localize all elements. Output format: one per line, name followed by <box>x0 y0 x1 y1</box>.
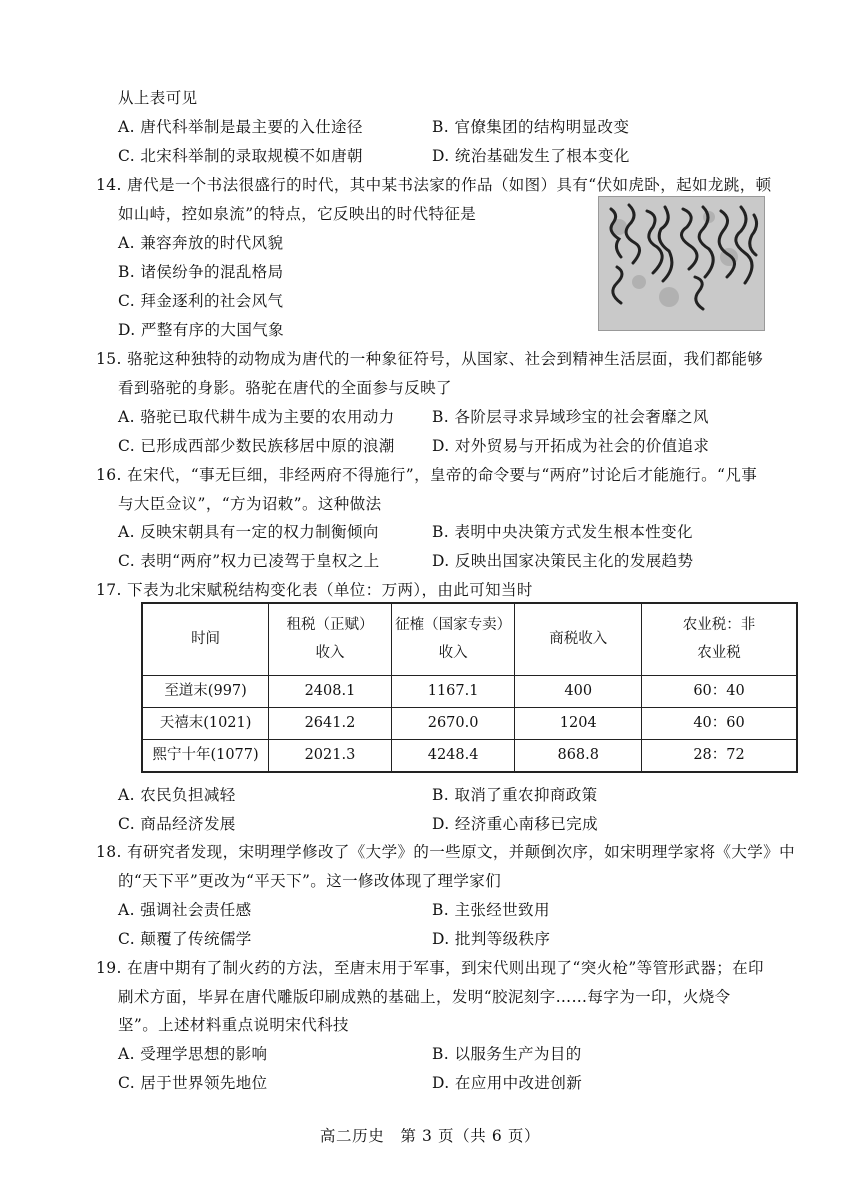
table-cell: 天禧末(1021) <box>142 707 269 739</box>
q18-option-d: D. 批判等级秩序 <box>432 930 551 948</box>
q18-stem-line2: 的“天下平”更改为“平天下”。这一修改体现了理学家们 <box>118 872 502 890</box>
table-cell: 4248.4 <box>391 739 515 772</box>
q14-option-a: A. 兼容奔放的时代风貌 <box>118 234 284 252</box>
q16-stem-line2: 与大臣佥议”，“方为诏敕”。这种做法 <box>118 495 382 513</box>
q15-option-c: C. 已形成西部少数民族移居中原的浪潮 <box>118 437 395 455</box>
table-cell: 28：72 <box>642 739 797 772</box>
q16-option-d: D. 反映出国家决策民主化的发展趋势 <box>432 552 694 570</box>
table-header-row <box>142 603 797 675</box>
table-cell: 60：40 <box>642 675 797 707</box>
q19-option-a: A. 受理学思想的影响 <box>118 1045 268 1063</box>
q14-option-c: C. 拜金逐利的社会风气 <box>118 292 284 310</box>
page-footer: 高二历史 第 3 页（共 6 页） <box>319 1127 541 1145</box>
q16-stem-line1: 16. 在宋代，“事无巨细，非经两府不得施行”，皇帝的命令要与“两府”讨论后才能施行。“凡事 <box>96 466 758 484</box>
table-cell: 868.8 <box>515 739 642 772</box>
q16-option-a: A. 反映宋朝具有一定的权力制衡倾向 <box>118 523 379 541</box>
q18-stem-line1: 18. 有研究者发现，宋明理学修改了《大学》的一些原文，并颠倒次序，如宋明理学家将《大学》中 <box>96 843 795 861</box>
q19-option-d: D. 在应用中改进创新 <box>432 1074 583 1092</box>
header-rent-tax: 租税（正赋） 收入 <box>269 603 392 675</box>
table-cell: 至道末(997) <box>142 675 269 707</box>
q15-option-b: B. 各阶层寻求异域珍宝的社会奢靡之风 <box>432 408 709 426</box>
table-cell: 2021.3 <box>269 739 392 772</box>
table-cell: 1204 <box>515 707 642 739</box>
header-commerce-tax: 商税收入 <box>515 603 642 675</box>
q17-option-d: D. 经济重心南移已完成 <box>432 815 599 833</box>
q19-stem-line3: 坚”。上述材料重点说明宋代科技 <box>118 1016 349 1034</box>
q18-option-c: C. 颠覆了传统儒学 <box>118 930 252 948</box>
header-time: 时间 <box>142 603 269 675</box>
q17-option-a: A. 农民负担减轻 <box>118 786 236 804</box>
q17-stem: 17. 下表为北宋赋税结构变化表（单位：万两），由此可知当时 <box>96 581 533 599</box>
q14-option-d: D. 严整有序的大国气象 <box>118 321 285 339</box>
table-row <box>142 675 797 707</box>
q13-option-d: D. 统治基础发生了根本变化 <box>432 147 630 165</box>
q13-lead: 从上表可见 <box>118 89 198 107</box>
table-cell: 2641.2 <box>269 707 392 739</box>
q17-option-b: B. 取消了重农抑商政策 <box>432 786 598 804</box>
q14-option-b: B. 诸侯纷争的混乱格局 <box>118 263 284 281</box>
table-cell: 熙宁十年(1077) <box>142 739 269 772</box>
tax-structure-table <box>141 602 798 773</box>
q15-option-a: A. 骆驼已取代耕牛成为主要的农用动力 <box>118 408 395 426</box>
q13-option-b: B. 官僚集团的结构明显改变 <box>432 118 630 136</box>
q16-option-b: B. 表明中央决策方式发生根本性变化 <box>432 523 693 541</box>
table-cell: 400 <box>515 675 642 707</box>
q17-option-c: C. 商品经济发展 <box>118 815 236 833</box>
q19-stem-line1: 19. 在唐中期有了制火药的方法，至唐末用于军事，到宋代则出现了“突火枪”等管形武器；在印 <box>96 959 764 977</box>
q19-option-b: B. 以服务生产为目的 <box>432 1045 582 1063</box>
q13-option-c: C. 北宋科举制的录取规模不如唐朝 <box>118 147 363 165</box>
table-cell: 2408.1 <box>269 675 392 707</box>
q18-option-b: B. 主张经世致用 <box>432 901 550 919</box>
q19-option-c: C. 居于世界领先地位 <box>118 1074 268 1092</box>
q16-option-c: C. 表明“两府”权力已凌驾于皇权之上 <box>118 552 380 570</box>
q15-stem-line1: 15. 骆驼这种独特的动物成为唐代的一种象征符号，从国家、社会到精神生活层面，我们都能够 <box>96 350 764 368</box>
q18-option-a: A. 强调社会责任感 <box>118 901 252 919</box>
table-cell: 2670.0 <box>391 707 515 739</box>
q15-option-d: D. 对外贸易与开拓成为社会的价值追求 <box>432 437 710 455</box>
table-cell: 1167.1 <box>391 675 515 707</box>
q14-stem-line1: 14. 唐代是一个书法很盛行的时代，其中某书法家的作品（如图）具有“伏如虎卧，起如龙跳，顿 <box>96 176 772 194</box>
table-cell: 40：60 <box>642 707 797 739</box>
header-ratio: 农业税：非 农业税 <box>642 603 797 675</box>
table-row <box>142 739 797 772</box>
header-monopoly: 征榷（国家专卖） 收入 <box>391 603 515 675</box>
q14-stem-line2: 如山峙，控如泉流”的特点，它反映出的时代特征是 <box>118 205 477 223</box>
q13-option-a: A. 唐代科举制是最主要的入仕途径 <box>118 118 363 136</box>
q15-stem-line2: 看到骆驼的身影。骆驼在唐代的全面参与反映了 <box>118 379 452 397</box>
calligraphy-image <box>598 196 765 331</box>
q19-stem-line2: 刷术方面，毕昇在唐代雕版印刷成熟的基础上，发明“胶泥刻字……每字为一印，火烧令 <box>118 988 731 1006</box>
table-row <box>142 707 797 739</box>
